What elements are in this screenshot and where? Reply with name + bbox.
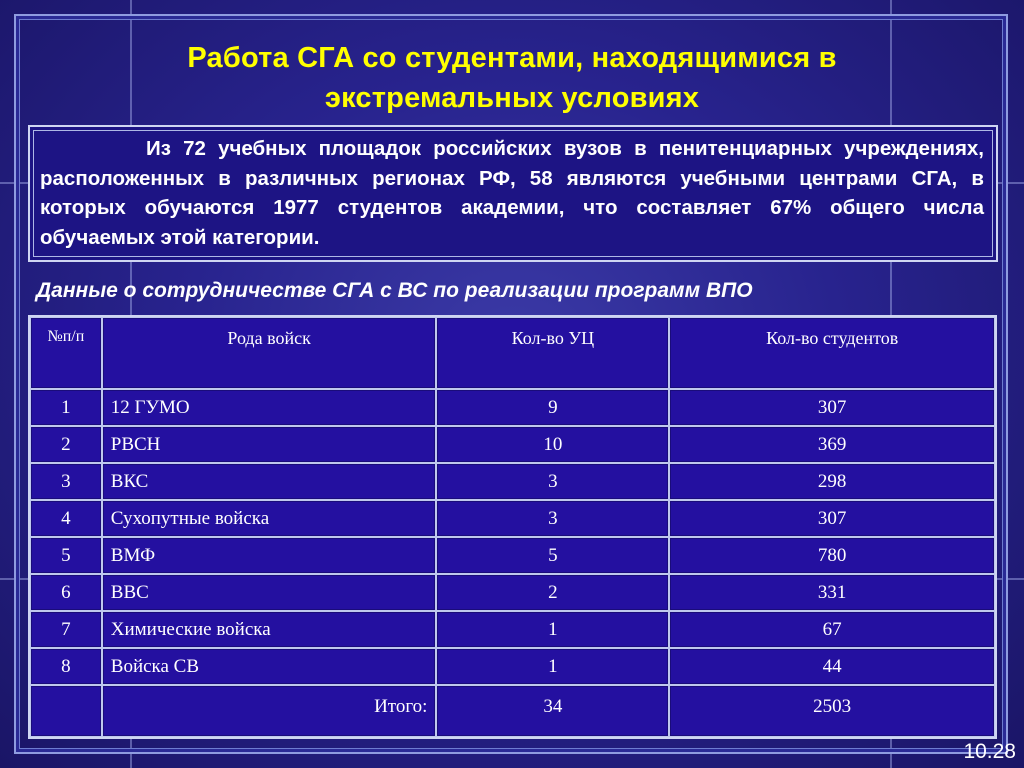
cell-branch: ВКС <box>102 463 437 500</box>
cell-students: 369 <box>669 426 995 463</box>
header-number: №п/п <box>30 317 102 389</box>
table-row <box>30 648 995 685</box>
table-row <box>30 389 995 426</box>
cell-branch: Сухопутные войска <box>102 500 437 537</box>
info-paragraph: Из 72 учебных площадок российских вузов в пенитенциарных учреждениях, расположенных в различных регионах РФ, 58 являются учебными центрами СГА, в которых обучаются 1977 студентов академии, что составляет 67% общего числа обучаемых этой категории. <box>40 137 984 249</box>
cell-students: 307 <box>669 500 995 537</box>
header-centers: Кол-во УЦ <box>436 317 669 389</box>
cell-centers: 3 <box>436 463 669 500</box>
header-students: Кол-во студентов <box>669 317 995 389</box>
cell-number: 1 <box>30 389 102 426</box>
cell-number: 7 <box>30 611 102 648</box>
cell-centers: 10 <box>436 426 669 463</box>
cell-number: 3 <box>30 463 102 500</box>
military-branches-table <box>28 315 997 739</box>
cell-total-label: Итого: <box>102 685 437 737</box>
table-row <box>30 463 995 500</box>
cell-branch: Химические войска <box>102 611 437 648</box>
cell-students: 44 <box>669 648 995 685</box>
table-row <box>30 500 995 537</box>
slide-title <box>40 38 984 118</box>
table-header-row <box>30 317 995 389</box>
cell-students: 67 <box>669 611 995 648</box>
cell-branch: Войска СВ <box>102 648 437 685</box>
cell-branch: ВВС <box>102 574 437 611</box>
table-caption: Данные о сотрудничестве СГА с ВС по реализации программ ВПО <box>36 279 753 302</box>
info-textbox <box>28 125 998 262</box>
header-branch: Рода войск <box>102 317 437 389</box>
table-row <box>30 537 995 574</box>
cell-number: 8 <box>30 648 102 685</box>
cell-centers: 5 <box>436 537 669 574</box>
cell-total-empty <box>30 685 102 737</box>
page-number: 10.28 <box>963 740 1016 763</box>
cell-centers: 9 <box>436 389 669 426</box>
title-line-1: Работа СГА со студентами, находящимися в <box>187 42 837 74</box>
cell-centers: 1 <box>436 611 669 648</box>
table-row <box>30 574 995 611</box>
cell-students: 307 <box>669 389 995 426</box>
cell-students: 780 <box>669 537 995 574</box>
table-row <box>30 611 995 648</box>
cell-branch: ВМФ <box>102 537 437 574</box>
cell-total-centers: 34 <box>436 685 669 737</box>
cell-branch: РВСН <box>102 426 437 463</box>
cell-total-students: 2503 <box>669 685 995 737</box>
cell-centers: 1 <box>436 648 669 685</box>
cell-centers: 3 <box>436 500 669 537</box>
cell-branch: 12 ГУМО <box>102 389 437 426</box>
cell-centers: 2 <box>436 574 669 611</box>
cell-number: 2 <box>30 426 102 463</box>
cell-number: 5 <box>30 537 102 574</box>
cell-number: 6 <box>30 574 102 611</box>
table-row <box>30 426 995 463</box>
title-line-2: экстремальных условиях <box>324 82 700 114</box>
cell-number: 4 <box>30 500 102 537</box>
table-total-row <box>30 685 995 737</box>
cell-students: 331 <box>669 574 995 611</box>
cell-students: 298 <box>669 463 995 500</box>
